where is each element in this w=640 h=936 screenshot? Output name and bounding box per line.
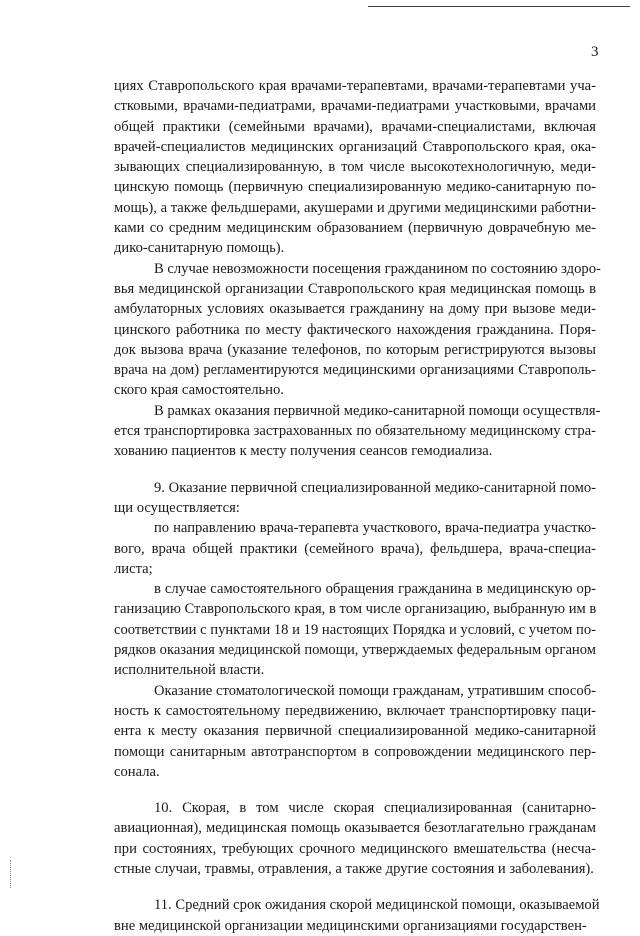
paragraph-p4 — [114, 478, 596, 519]
text-line: соответствии с пунктами 18 и 19 настоящих Порядка и условий, с учетом по- — [114, 621, 596, 638]
paragraph-p7 — [114, 681, 596, 782]
text-line: 11. Средний срок ожидания скорой медицинской помощи, оказываемой — [154, 897, 600, 914]
text-line: дико-санитарную помощь). — [114, 240, 285, 257]
text-line: ками со средним медицинским образованием (первичную доврачебную ме- — [114, 220, 596, 237]
paragraph-p3 — [114, 401, 601, 462]
text-line: помощи санитарным автотранспортом в сопровождении медицинского пер- — [114, 743, 596, 760]
text-line: В рамках оказания первичной медико-санитарной помощи осуществля- — [154, 402, 601, 419]
paragraph-p5 — [114, 518, 596, 579]
text-line: ется транспортировка застрахованных по обязательному медицинскому стра- — [114, 423, 596, 440]
text-line: врача на дом) регламентируются медицинскими организациями Ставрополь- — [114, 362, 596, 379]
text-line: 10. Скорая, в том числе скорая специализированная (санитарно- — [154, 800, 596, 817]
margin-mark — [10, 860, 13, 888]
text-line: вья медицинской организации Ставропольского края медицинская помощь в — [114, 280, 596, 297]
text-line: в случае самостоятельного обращения гражданина в медицинскую ор- — [154, 581, 596, 598]
text-line: ганизацию Ставропольского края, в том числе организацию, выбранную им в — [114, 601, 597, 618]
paragraph-p9 — [114, 895, 600, 936]
text-line: стные случаи, травмы, отравления, а также другие состояния и заболевания). — [114, 860, 594, 877]
text-line: В случае невозможности посещения гражданином по состоянию здоро- — [154, 260, 601, 277]
text-line: листа; — [114, 560, 153, 577]
paragraph-p6 — [114, 579, 596, 680]
header-rule — [368, 6, 630, 7]
text-line: общей практики (семейными врачами), врачами-специалистами, включая — [114, 118, 596, 135]
text-line: по направлению врача-терапевта участкового, врача-педиатра участко- — [154, 520, 596, 537]
text-line: циях Ставропольского края врачами-терапевтами, врачами-терапевтами уча- — [114, 78, 596, 94]
text-line: сонала. — [114, 763, 160, 780]
text-line: амбулаторных условиях оказывается гражданину на дому при вызове меди- — [114, 301, 596, 318]
text-line: рядков оказания медицинской помощи, утверждаемых федеральным органом — [114, 642, 596, 659]
text-line: авиационная), медицинская помощь оказывается безотлагательно гражданам — [114, 820, 596, 837]
text-line: щи осуществляется: — [114, 499, 240, 516]
text-line: врачей-специалистов медицинских организаций Ставропольского края, ока- — [114, 138, 596, 155]
paragraph-p2 — [114, 259, 601, 401]
text-line: исполнительной власти. — [114, 662, 265, 679]
text-line: при состояниях, требующих срочного медицинского вмешательства (несча- — [114, 840, 596, 857]
text-line: вого, врача общей практики (семейного врача), фельдшера, врача-специа- — [114, 540, 596, 557]
text-line: док вызова врача (указание телефонов, по которым регистрируются вызовы — [114, 341, 596, 358]
paragraph-p1 — [114, 76, 596, 259]
text-line: цинскую помощь (первичную специализированную медико-санитарную по- — [114, 179, 596, 196]
paragraph-gap — [114, 782, 596, 798]
paragraph-p8 — [114, 798, 596, 879]
document-body — [114, 76, 601, 936]
text-line: ность к самостоятельному передвижению, включает транспортировку паци- — [114, 702, 596, 719]
page-number: 3 — [591, 44, 599, 60]
text-line: 9. Оказание первичной специализированной медико-санитарной помо- — [154, 479, 596, 496]
text-line: ента к месту оказания первичной специализированной медико-санитарной — [114, 723, 596, 740]
text-line: Оказание стоматологической помощи гражданам, утратившим способ- — [154, 682, 596, 699]
text-line: ского края самостоятельно. — [114, 382, 284, 399]
text-line: мощь), а также фельдшерами, акушерами и другими медицинскими работни- — [114, 199, 597, 216]
text-line: зывающих специализированную, в том числе высокотехнологичную, меди- — [114, 159, 596, 176]
text-line: вне медицинской организации медицинскими организациями государствен- — [114, 917, 587, 934]
text-line: стковыми, врачами-педиатрами, врачами-педиатрами участковыми, врачами — [114, 98, 596, 115]
text-line: цинского работника по месту фактического нахождения гражданина. Поря- — [114, 321, 596, 338]
paragraph-gap — [114, 462, 596, 478]
paragraph-gap — [114, 879, 596, 895]
text-line: хованию пациентов к месту получения сеансов гемодиализа. — [114, 443, 493, 460]
